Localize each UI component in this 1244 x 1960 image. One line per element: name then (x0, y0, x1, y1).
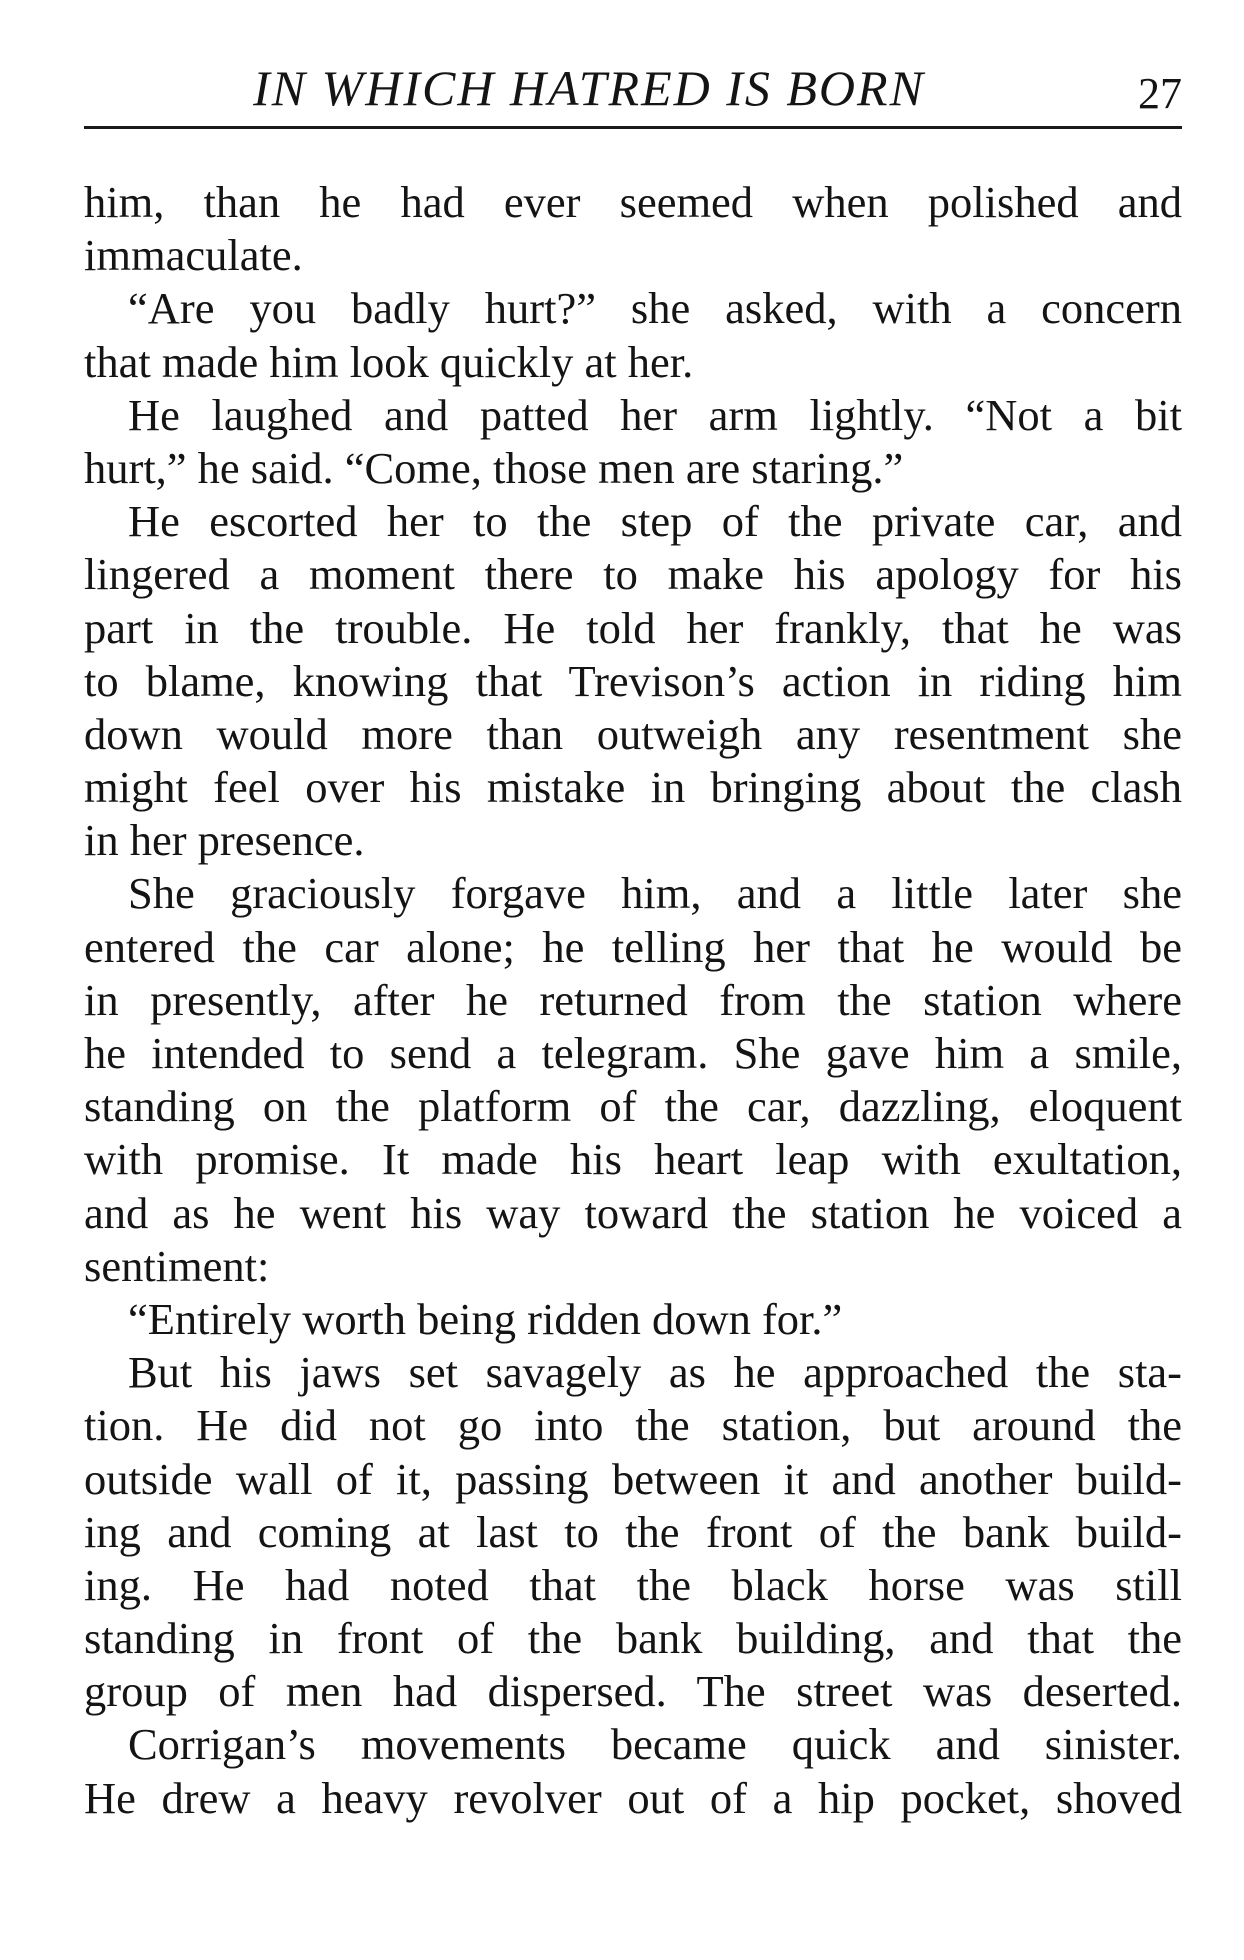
text-line: with promise. It made his heart leap with exultation, (84, 1134, 1182, 1185)
text-line: tion. He did not go into the station, but around the (84, 1400, 1182, 1451)
text-line: He laughed and patted her arm lightly. “Not a bit (128, 389, 1182, 440)
text-line: in presently, after he returned from the station where (84, 974, 1182, 1025)
text-line: and as he went his way toward the station he voiced a (84, 1187, 1182, 1238)
text-line: entered the car alone; he telling her that he would be (84, 921, 1182, 972)
text-line: he intended to send a telegram. She gave him a smile, (84, 1028, 1182, 1078)
text-line: She graciously forgave him, and a little later she (128, 868, 1182, 919)
text-line: might feel over his mistake in bringing about the clash (84, 762, 1182, 813)
text-line: But his jaws set savagely as he approached the sta- (128, 1347, 1182, 1398)
text-line: He drew a heavy revolver out of a hip pocket, shoved (84, 1772, 1182, 1823)
text-line: ing and coming at last to the front of the bank build- (84, 1506, 1182, 1557)
text-line: “Are you badly hurt?” she asked, with a concern (128, 283, 1182, 334)
text-line: that made him look quickly at her. (84, 336, 694, 387)
page-number: 27 (1138, 69, 1182, 118)
text-line: down would more than outweigh any resentment she (84, 708, 1182, 759)
text-line: group of men had dispersed. The street was deserted. (84, 1666, 1182, 1717)
text-line: part in the trouble. He told her frankly, that he was (84, 602, 1182, 653)
text-line: “Entirely worth being ridden down for.” (128, 1293, 843, 1344)
text-line: standing on the platform of the car, dazzling, eloquent (84, 1081, 1182, 1132)
text-line: ing. He had noted that the black horse was still (84, 1559, 1182, 1610)
text-line: in her presence. (84, 815, 365, 866)
text-line: him, than he had ever seemed when polished and (84, 177, 1182, 227)
text-line: to blame, knowing that Trevison’s action in riding him (84, 655, 1182, 706)
text-line: outside wall of it, passing between it and another build- (84, 1453, 1182, 1504)
text-line: hurt,” he said. “Come, those men are staring.” (84, 442, 904, 493)
page-header (84, 56, 1182, 129)
text-line: lingered a moment there to make his apology for his (84, 549, 1182, 600)
text-line: sentiment: (84, 1240, 270, 1291)
body-text (84, 176, 1182, 1825)
text-line: Corrigan’s movements became quick and sinister. (128, 1719, 1182, 1770)
text-line: standing in front of the bank building, and that the (84, 1613, 1182, 1664)
text-line: He escorted her to the step of the private car, and (128, 496, 1182, 547)
running-title: IN WHICH HATRED IS BORN (253, 60, 925, 116)
text-line: immaculate. (84, 230, 303, 281)
